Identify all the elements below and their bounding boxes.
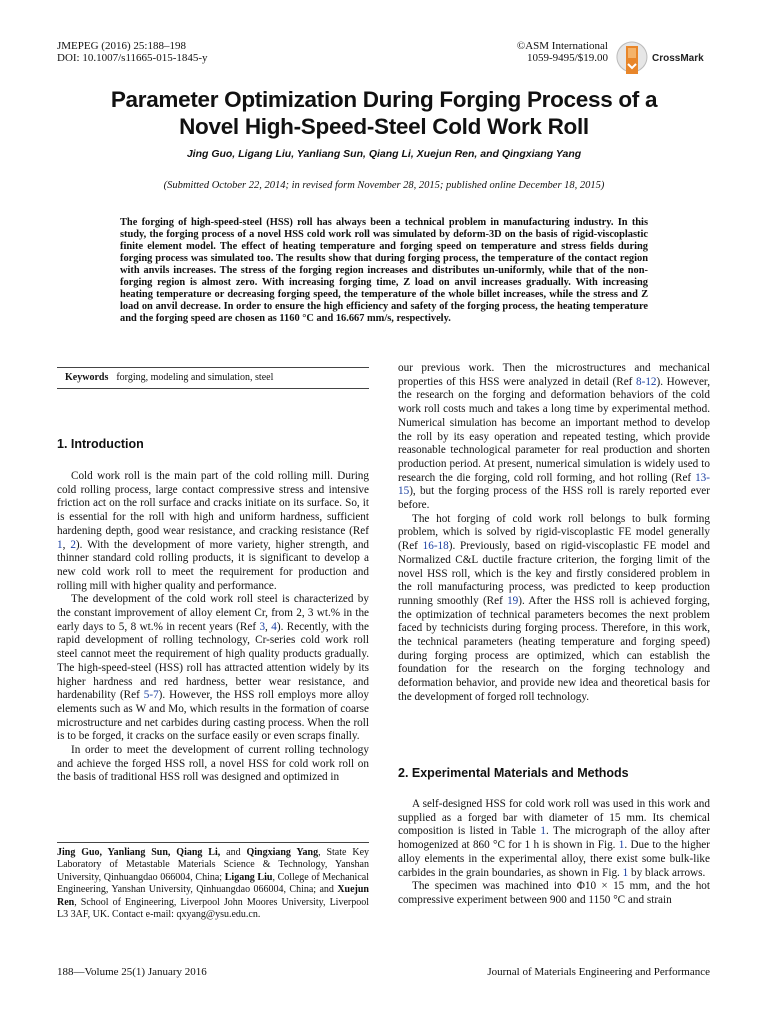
paragraph: In order to meet the development of current rolling technology and achieve the forged HSS roll, a novel HSS for cold work roll on the basis of traditional HSS roll was designed and optimized in (57, 744, 369, 784)
journal-id: JMEPEG (2016) 25:188–198 (57, 40, 186, 52)
submission-dates: (Submitted October 22, 2014; in revised form November 28, 2015; published online December 18, 2015) (163, 180, 605, 191)
title-line-2: Novel High-Speed-Steel Cold Work Roll (179, 114, 589, 139)
keywords-text: forging, modeling and simulation, steel (116, 372, 274, 383)
citation-link[interactable]: 2 (70, 538, 76, 551)
keywords-box (57, 367, 369, 389)
paragraph: A self-designed HSS for cold work roll was used in this work and supplied as a forged bar with diameter of 15 mm. Its chemical composition is listed in Table 1. The micrograph of the alloy after homogenized at 860 °C for 1 h is shown in Fig. 1. Due to the higher alloy elements in the experimental alloy, there exist some bulk-like carbides in the grain boundaries, as shown in Fig. 1 by black arrows. (398, 798, 711, 879)
price: 1059-9495/$19.00 (527, 52, 608, 64)
author-list: Jing Guo, Ligang Liu, Yanliang Sun, Qiang Li, Xuejun Ren, and Qingxiang Yang (186, 148, 582, 160)
citation-link[interactable]: 5-7 (143, 689, 159, 702)
paragraph: our previous work. Then the microstructures and mechanical properties of this HSS were analyzed in detail (Ref 8-12). However, the research on the forging and deformation behaviors of the cold work roll costs much and takes a long time by experimental method. Numerical simulation has become an important method to develop the roll by its easy operation and repeated testing, which provide reasonable technological parameter for real production and shorten production period. At present, numerical simulation is widely used to research the die forging, cold roll forming, and hot rolling (Ref 13-15), but the forging process of the HSS roll is rarely reported ever before. (398, 362, 710, 512)
citation-link[interactable]: 8-12 (636, 375, 657, 388)
figure-link[interactable]: 1 (618, 839, 625, 852)
figure-link[interactable]: 1 (622, 866, 629, 879)
paragraph: The development of the cold work roll steel is characterized by the constant improvement of alloy element Cr, from 2, 3 wt.% in the early days to 5, 8 wt.% in recent years (Ref 3, 4). Recently, with the rapid development of rolling technology, Cr-series cold work roll steel cannot meet the requirement of high quality products gradually. The high-speed-steel (HSS) roll has attracted attention widely by its higher hardness and red hardness, better wear resistance, and hardenability (Ref 5-7). However, the HSS roll employs more alloy elements such as W and Mo, which results in the formation of coarse microstructure and net carbides during casting process. When the roll is to be forged, it cracks on the surface easily or even scraps finally. (57, 593, 369, 743)
right-column-section2 (398, 798, 710, 908)
citation-link[interactable]: 4 (271, 620, 277, 633)
section-heading-methods: 2. Experimental Materials and Methods (398, 766, 629, 780)
abstract: The forging of high-speed-steel (HSS) roll has always been a technical problem in manufacturing industry. In this study, the forging process of a novel HSS cold work roll was simulated by deform-3D on the basis of rigid-viscoplastic finite element model. The effect of heating temperature and forging speed on temperature and stress fields during forging process was simulated too. The results show that during forging process, the temperature of the contact region with anvils increases. The stress of the forging region increases and distributes un-uniformly, while that of the non-forging region is almost zero. With increasing forging time, Z load on anvil increases gradually. With increasing heating temperature or decreasing forging speed, the temperature of the whole billet increases, while the stress and Z load on anvil decrease. In order to ensure the high efficiency and safety of the forging process, the heating temperature and the forging speed are chosen as 1160 °C and 16.667 mm/s, respectively. (120, 217, 648, 324)
paragraph: The specimen was machined into Φ10 × 15 mm, and the hot compressive experiment between 900 and 1150 °C and strain (398, 880, 710, 906)
publisher: ©ASM International (516, 40, 608, 52)
right-column (398, 362, 710, 705)
paragraph: Cold work roll is the main part of the cold rolling mill. During cold rolling process, large contact compressive stress and intensive friction act on the roll surface and cracks initiate on its surface. So, it is essential for the roll with high and uniform hardness, sufficient hardening depth, good wear resistance, and cracking resistance (Ref 1, 2). With the development of more variety, higher strength, and thinner standard cold rolling products, it is significant to develop a new cold work roll to meet the requirement for production and rolling mill with higher quality and performance. (57, 470, 370, 592)
section-heading-introduction: 1. Introduction (57, 437, 144, 451)
affiliation-note: Jing Guo, Yanliang Sun, Qiang Li, and Qingxiang Yang, State Key Laboratory of Metastable Materials Science & Technology, Yanshan University, Qinhuangdao 066004, China; Ligang Liu, College of Mechanical Engineering, Yanshan University, Qinhuangdao 066004, China; and Xuejun Ren, School of Engineering, Liverpool John Moores University, Liverpool L3 3AF, UK. Contact e-mail: qxyang@ysu.edu.cn. (57, 842, 369, 921)
citation-link[interactable]: 3 (259, 620, 266, 633)
citation-link[interactable]: 16-18 (422, 540, 449, 553)
crossmark-logo-icon (616, 40, 648, 80)
citation-link[interactable]: 1 (57, 538, 63, 551)
keywords-label: Keywords (65, 372, 109, 383)
crossmark-badge[interactable] (616, 40, 728, 80)
citation-link[interactable]: 19 (507, 594, 519, 607)
citation-link[interactable]: 13-15 (398, 471, 710, 498)
crossmark-label: CrossMark (652, 53, 704, 64)
footer-volume: 188—Volume 25(1) January 2016 (57, 966, 207, 978)
paper-title (40, 86, 728, 140)
table-link[interactable]: 1 (540, 825, 546, 838)
left-column (57, 470, 369, 785)
title-line-1: Parameter Optimization During Forging Process of a (110, 87, 658, 112)
paragraph: The hot forging of cold work roll belongs to bulk forming problem, which is solved by rigid-viscoplastic FE model generally (Ref 16-18). Previously, based on rigid-viscoplastic FE model and Normalized C&L ductile fracture criterion, the forging limit of the novel HSS roll, which is the key and firstly considered problem in the roll manufacturing process, was predicted to keep production running smoothly (Ref 19). After the HSS roll is achieved forging, the optimization of technical parameters becomes the next problem faced by technicists during forging process. Therefore, in this work, the technical parameters (heating temperature and forging speed) during forging process are optimized, which can establish the foundation for the research on the forging technology and deformation behavior, and provide new idea and theoretical basis for the development of forged roll technology. (398, 512, 710, 703)
footer-journal: Journal of Materials Engineering and Performance (487, 966, 710, 978)
doi[interactable]: DOI: 10.1007/s11665-015-1845-y (57, 52, 208, 64)
